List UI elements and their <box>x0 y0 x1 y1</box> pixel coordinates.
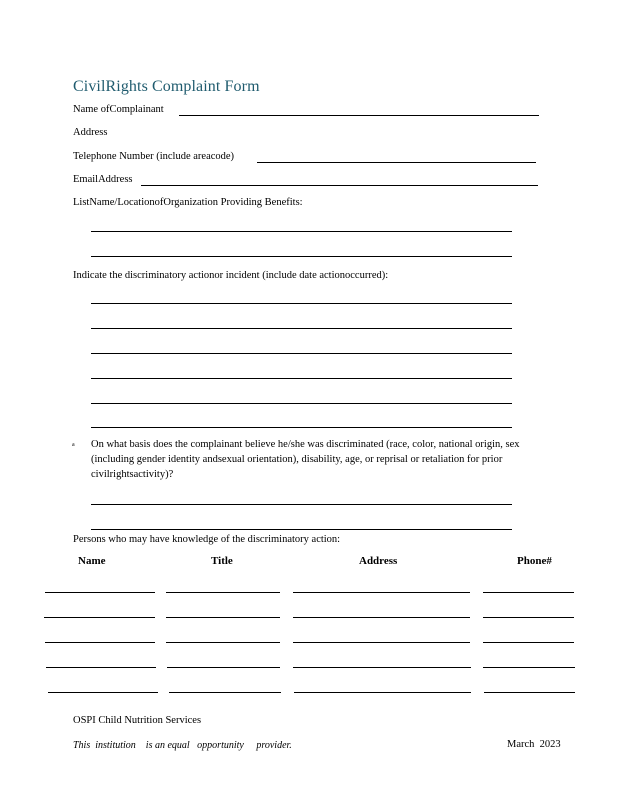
witness-phone-field[interactable] <box>483 667 575 668</box>
incident-line-4[interactable] <box>91 378 512 379</box>
witness-address-field[interactable] <box>293 617 470 618</box>
column-header-phone: Phone# <box>517 555 552 567</box>
witness-name-field[interactable] <box>48 692 158 693</box>
footer-statement: This institution is an equal opportunity provider. <box>73 740 292 751</box>
page-title: CivilRights Complaint Form <box>73 78 260 95</box>
incident-line-1[interactable] <box>91 303 512 304</box>
witness-name-field[interactable] <box>44 617 155 618</box>
witness-title-field[interactable] <box>169 692 281 693</box>
telephone-field[interactable] <box>257 162 536 163</box>
list-marker: a <box>72 442 75 448</box>
incident-label: Indicate the discriminatory actionor incident (include date actionoccurred): <box>73 270 389 281</box>
basis-question: On what basis does the complainant believe he/she was discriminated (race, color, national origin, sex (including gender identity andsexual orientation), disability, age, or reprisal or retaliation for prior civilrightsactivity)? <box>91 439 520 480</box>
organization-label: ListName/LocationofOrganization Providing Benefits: <box>73 197 303 208</box>
witness-phone-field[interactable] <box>483 617 574 618</box>
witness-phone-field[interactable] <box>483 592 574 593</box>
witness-address-field[interactable] <box>294 692 471 693</box>
witness-name-field[interactable] <box>45 642 155 643</box>
telephone-label: Telephone Number (include areacode) <box>73 151 235 162</box>
basis-line-1[interactable] <box>91 504 512 505</box>
footer-organization: OSPI Child Nutrition Services <box>73 715 202 726</box>
witness-title-field[interactable] <box>166 592 280 593</box>
incident-line-2[interactable] <box>91 328 512 329</box>
incident-line-5[interactable] <box>91 403 512 404</box>
witness-label: Persons who may have knowledge of the discriminatory action: <box>73 534 341 545</box>
witness-title-field[interactable] <box>166 617 280 618</box>
email-label: EmailAddress <box>73 174 133 185</box>
address-label: Address <box>73 127 108 138</box>
witness-name-field[interactable] <box>45 592 155 593</box>
witness-phone-field[interactable] <box>483 642 574 643</box>
witness-phone-field[interactable] <box>484 692 575 693</box>
incident-line-3[interactable] <box>91 353 512 354</box>
witness-title-field[interactable] <box>166 642 280 643</box>
witness-title-field[interactable] <box>167 667 280 668</box>
organization-line-1[interactable] <box>91 231 512 232</box>
complainant-name-field[interactable] <box>179 115 539 116</box>
witness-address-field[interactable] <box>293 642 470 643</box>
basis-line-2[interactable] <box>91 529 512 530</box>
witness-name-field[interactable] <box>46 667 156 668</box>
complainant-name-label: Name ofComplainant <box>73 104 164 115</box>
witness-address-field[interactable] <box>293 592 470 593</box>
organization-line-2[interactable] <box>91 256 512 257</box>
column-header-name: Name <box>78 555 106 567</box>
footer-date: March 2023 <box>507 739 561 750</box>
incident-line-6[interactable] <box>91 427 512 428</box>
column-header-title: Title <box>211 555 233 567</box>
email-field[interactable] <box>141 185 538 186</box>
column-header-address: Address <box>359 555 398 567</box>
witness-address-field[interactable] <box>293 667 471 668</box>
